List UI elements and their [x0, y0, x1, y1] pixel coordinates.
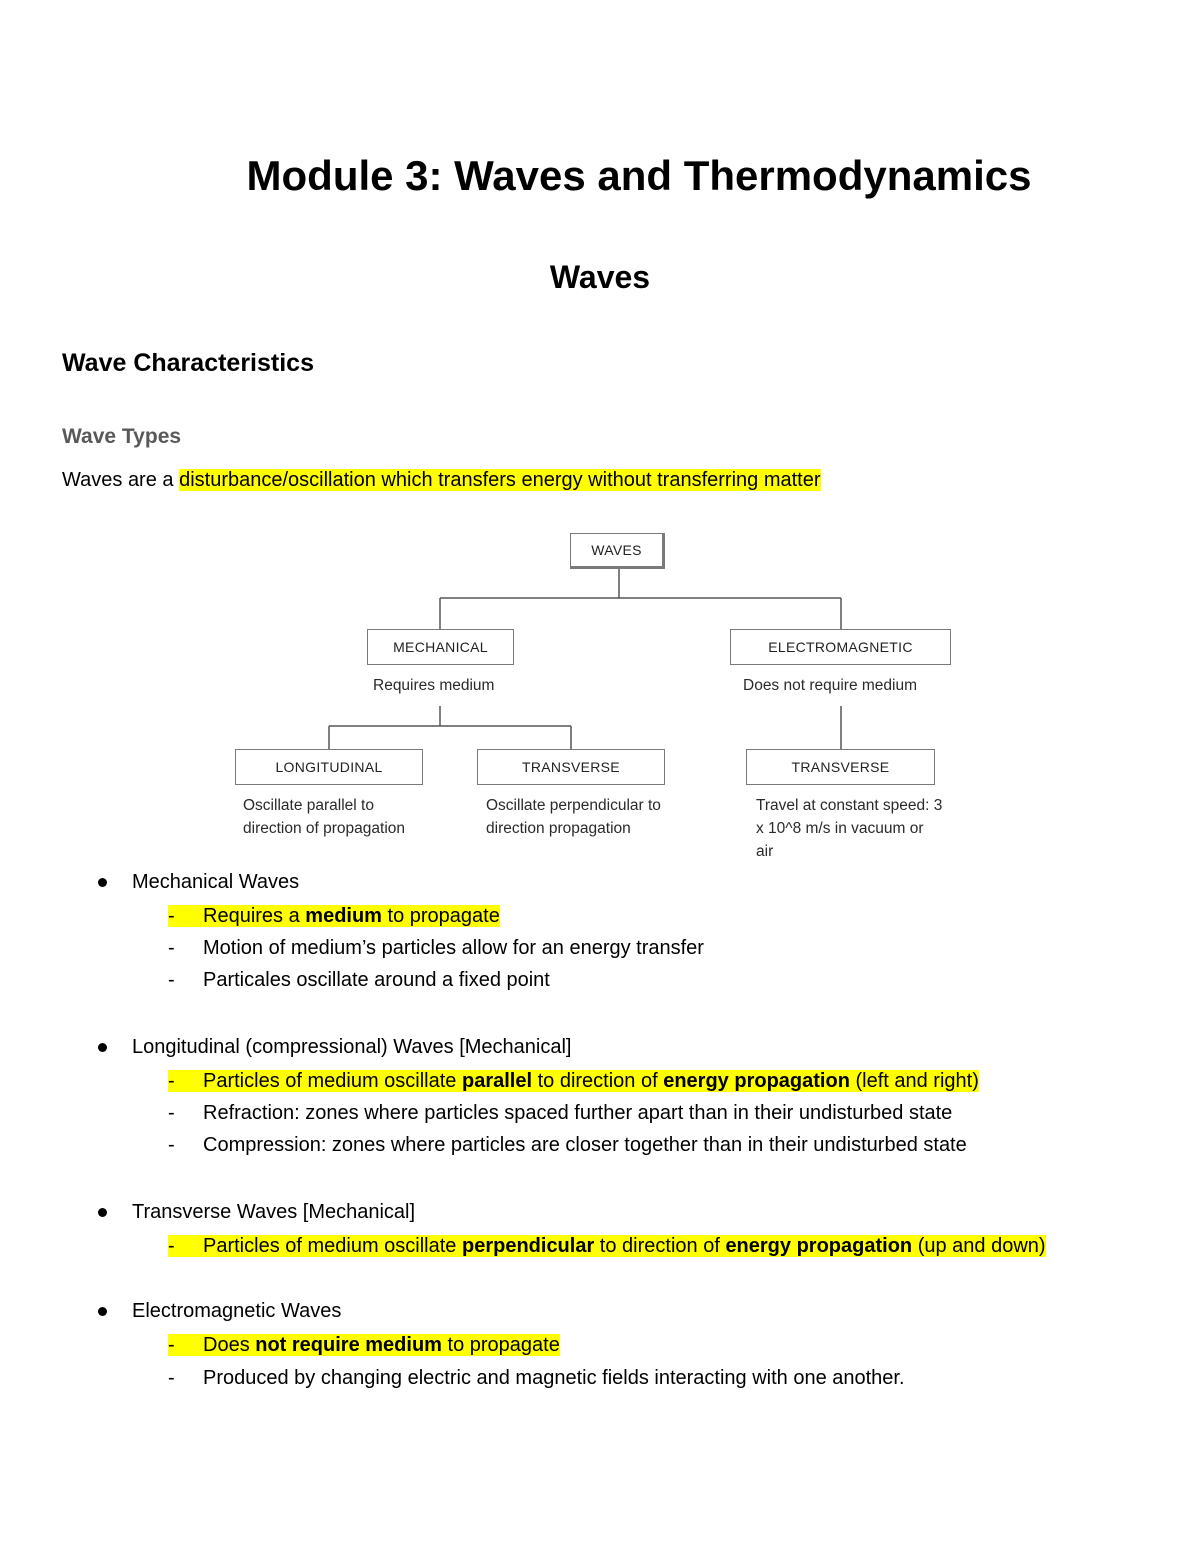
list-item-label: Longitudinal (compressional) Waves [Mechanical]: [132, 1036, 572, 1058]
sub-item-mechanical-2: [168, 934, 704, 962]
sub-item-text: Motion of medium’s particles allow for an energy transfer: [203, 937, 704, 959]
sub-item-electromagnetic-2: [168, 1364, 905, 1392]
sub-item-text: Refraction: zones where particles spaced further apart than in their undisturbed state: [203, 1102, 953, 1124]
page-subtitle: Waves: [549, 259, 651, 295]
bullet-icon: [98, 1208, 107, 1217]
bullet-icon: [98, 878, 107, 887]
dash-icon: -: [168, 1102, 175, 1124]
diagram-note-longitudinal-line1: Oscillate parallel to: [243, 797, 374, 814]
text-fragment: (left and right): [849, 1070, 979, 1092]
bold-fragment: medium: [305, 905, 382, 927]
bullet-icon: [98, 1307, 107, 1316]
dash-icon: -: [168, 937, 175, 959]
sub-item-text: Produced by changing electric and magnetic fields interacting with one another.: [203, 1367, 905, 1389]
dash-icon: -: [168, 1367, 175, 1389]
diagram-note-longitudinal-line2: direction of propagation: [243, 820, 406, 837]
intro-lead: Waves are a: [62, 469, 180, 491]
sub-item-highlight: [168, 1235, 1046, 1257]
diagram-note-transverse-em-line1: Travel at constant speed: 3: [756, 797, 943, 814]
bold-fragment: energy propagation: [725, 1235, 913, 1257]
sub-item-longitudinal-1: [168, 1067, 979, 1095]
sub-item-highlight: [168, 905, 500, 927]
bold-fragment: perpendicular: [461, 1235, 595, 1257]
bold-fragment: energy propagation: [663, 1070, 850, 1092]
dash-icon: -: [168, 1235, 175, 1257]
text-fragment: Particles of medium oscillate: [203, 1070, 462, 1092]
diagram-box-electromagnetic: ELECTROMAGNETIC: [730, 629, 951, 665]
text-fragment: to propagate: [441, 1334, 560, 1356]
list-item-label: Electromagnetic Waves: [132, 1300, 342, 1322]
diagram-box-waves: WAVES: [570, 533, 665, 569]
sub-item-transverse-1: [168, 1232, 1046, 1260]
text-fragment: Particles of medium oscillate: [203, 1235, 462, 1257]
bullet-icon: [98, 1043, 107, 1052]
diagram-box-transverse-mechanical: TRANSVERSE: [477, 749, 665, 785]
diagram-note-transverse-mech-line1: Oscillate perpendicular to: [486, 797, 661, 814]
diagram-box-longitudinal: LONGITUDINAL: [235, 749, 423, 785]
bold-fragment: not require medium: [255, 1334, 442, 1356]
diagram-note-transverse-em-line3: air: [756, 843, 774, 860]
sub-item-text: Compression: zones where particles are closer together than in their undisturbed state: [203, 1134, 967, 1156]
diagram-note-electromagnetic: Does not require medium: [743, 677, 918, 694]
intro-paragraph: [62, 466, 821, 494]
diagram-note-transverse-mechanical: [486, 794, 661, 840]
sub-item-text: Particales oscillate around a fixed point: [203, 969, 550, 991]
diagram-note-transverse-em: [756, 794, 942, 863]
sub-item-mechanical-3: [168, 966, 550, 994]
text-fragment: to propagate: [381, 905, 500, 927]
dash-icon: -: [168, 1334, 175, 1356]
text-fragment: (up and down): [912, 1235, 1046, 1257]
diagram-box-mechanical: MECHANICAL: [367, 629, 514, 665]
sub-item-longitudinal-2: [168, 1099, 952, 1127]
diagram-note-longitudinal: [243, 794, 405, 840]
dash-icon: -: [168, 969, 175, 991]
dash-icon: -: [168, 905, 175, 927]
sub-item-highlight: [168, 1070, 979, 1092]
intro-highlight: disturbance/oscillation which transfers energy without transferring matter: [179, 469, 821, 491]
sub-item-longitudinal-3: [168, 1131, 967, 1159]
diagram-box-transverse-em: TRANSVERSE: [746, 749, 935, 785]
text-fragment: to direction of: [594, 1235, 726, 1257]
dash-icon: -: [168, 1070, 175, 1092]
sub-item-electromagnetic-1: [168, 1331, 560, 1359]
sub-item-mechanical-1: [168, 902, 500, 930]
page-title: Module 3: Waves and Thermodynamics: [246, 152, 1032, 199]
diagram-note-transverse-mech-line2: direction propagation: [486, 820, 631, 837]
text-fragment: Requires a: [203, 905, 306, 927]
text-fragment: Does: [203, 1334, 256, 1356]
bold-fragment: parallel: [461, 1070, 533, 1092]
diagram-note-mechanical: Requires medium: [373, 677, 495, 694]
subsection-heading: Wave Types: [62, 425, 182, 448]
list-item-label: Transverse Waves [Mechanical]: [132, 1201, 416, 1223]
dash-icon: -: [168, 1134, 175, 1156]
text-fragment: to direction of: [532, 1070, 664, 1092]
section-heading: Wave Characteristics: [62, 349, 314, 377]
sub-item-highlight: [168, 1334, 560, 1356]
list-item-label: Mechanical Waves: [132, 871, 300, 893]
diagram-note-transverse-em-line2: x 10^8 m/s in vacuum or: [756, 820, 924, 837]
